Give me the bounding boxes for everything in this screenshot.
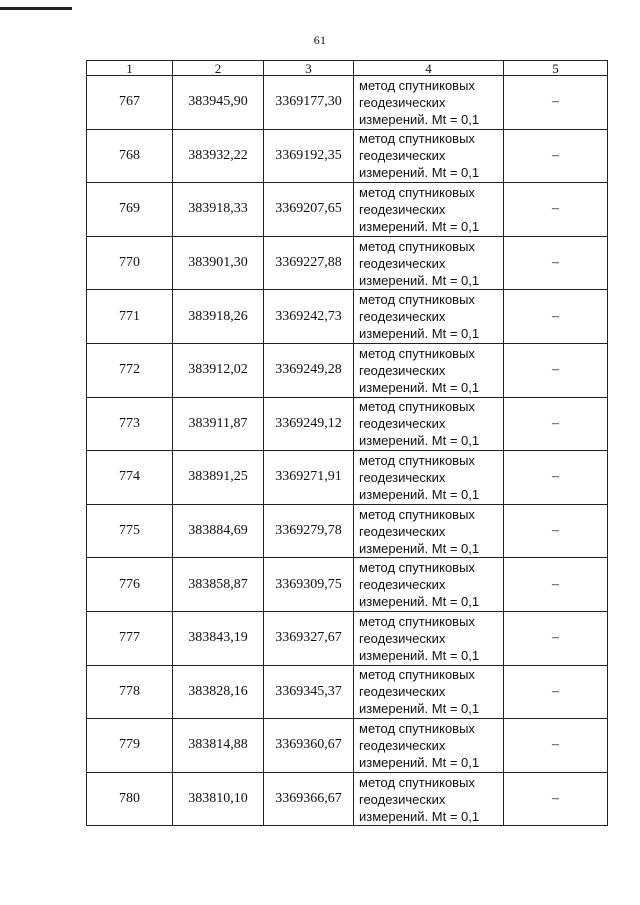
note-cell: –	[504, 611, 608, 665]
method-line: геодезических	[359, 416, 446, 432]
point-number-cell: 769	[87, 183, 173, 237]
method-line: метод спутниковых	[359, 560, 475, 576]
method-line: метод спутниковых	[359, 720, 475, 736]
point-number-cell: 773	[87, 397, 173, 451]
y-coordinate-cell: 3369309,75	[264, 558, 354, 612]
method-line: измерений. Mt = 0,1	[359, 486, 480, 502]
method-line: геодезических	[359, 684, 446, 700]
y-coordinate-cell: 3369279,78	[264, 504, 354, 558]
table-row	[87, 76, 608, 130]
note-cell: –	[504, 504, 608, 558]
method-line: измерений. Mt = 0,1	[359, 165, 480, 181]
x-coordinate-cell: 383912,02	[173, 343, 264, 397]
y-coordinate-cell: 3369249,12	[264, 397, 354, 451]
table-body	[87, 76, 608, 826]
method-line: геодезических	[359, 737, 446, 753]
note-cell: –	[504, 129, 608, 183]
y-coordinate-cell: 3369249,28	[264, 343, 354, 397]
method-line: геодезических	[359, 309, 446, 325]
y-coordinate-cell: 3369242,73	[264, 290, 354, 344]
method-cell	[354, 451, 504, 505]
method-line: измерений. Mt = 0,1	[359, 647, 480, 663]
point-number-cell: 774	[87, 451, 173, 505]
x-coordinate-cell: 383810,10	[173, 772, 264, 826]
column-header: 2	[173, 61, 264, 76]
note-cell: –	[504, 76, 608, 130]
y-coordinate-cell: 3369207,65	[264, 183, 354, 237]
table-row	[87, 183, 608, 237]
x-coordinate-cell: 383891,25	[173, 451, 264, 505]
method-line: измерений. Mt = 0,1	[359, 594, 480, 610]
method-line: измерений. Mt = 0,1	[359, 701, 480, 717]
point-number-cell: 772	[87, 343, 173, 397]
x-coordinate-cell: 383932,22	[173, 129, 264, 183]
point-number-cell: 777	[87, 611, 173, 665]
method-line: измерений. Mt = 0,1	[359, 218, 480, 234]
table-row	[87, 611, 608, 665]
method-cell	[354, 183, 504, 237]
method-line: метод спутниковых	[359, 345, 475, 361]
method-line: метод спутниковых	[359, 613, 475, 629]
table-row	[87, 558, 608, 612]
method-line: измерений. Mt = 0,1	[359, 111, 480, 127]
y-coordinate-cell: 3369360,67	[264, 719, 354, 773]
method-line: метод спутниковых	[359, 238, 475, 254]
page-number: 61	[313, 33, 327, 47]
note-cell: –	[504, 236, 608, 290]
method-line: метод спутниковых	[359, 184, 475, 200]
note-cell: –	[504, 343, 608, 397]
x-coordinate-cell: 383918,33	[173, 183, 264, 237]
table-row	[87, 719, 608, 773]
table-row	[87, 290, 608, 344]
point-number-cell: 771	[87, 290, 173, 344]
table-row	[87, 236, 608, 290]
method-line: измерений. Mt = 0,1	[359, 272, 480, 288]
method-line: геодезических	[359, 201, 446, 217]
point-number-cell: 767	[87, 76, 173, 130]
method-line: метод спутниковых	[359, 399, 475, 415]
table-row	[87, 504, 608, 558]
method-line: измерений. Mt = 0,1	[359, 433, 480, 449]
method-line: метод спутниковых	[359, 506, 475, 522]
method-cell	[354, 236, 504, 290]
method-line: геодезических	[359, 630, 446, 646]
method-cell	[354, 397, 504, 451]
method-line: измерений. Mt = 0,1	[359, 326, 480, 342]
method-line: геодезических	[359, 255, 446, 271]
method-cell	[354, 558, 504, 612]
column-header: 1	[87, 61, 173, 76]
point-number-cell: 779	[87, 719, 173, 773]
x-coordinate-cell: 383814,88	[173, 719, 264, 773]
y-coordinate-cell: 3369345,37	[264, 665, 354, 719]
method-cell	[354, 504, 504, 558]
method-cell	[354, 343, 504, 397]
method-line: измерений. Mt = 0,1	[359, 754, 480, 770]
note-cell: –	[504, 665, 608, 719]
method-cell	[354, 772, 504, 826]
y-coordinate-cell: 3369192,35	[264, 129, 354, 183]
table-row	[87, 129, 608, 183]
coordinates-table	[86, 60, 608, 826]
table-header-row	[87, 61, 608, 76]
method-line: геодезических	[359, 362, 446, 378]
method-line: метод спутниковых	[359, 131, 475, 147]
x-coordinate-cell: 383918,26	[173, 290, 264, 344]
point-number-cell: 778	[87, 665, 173, 719]
table-row	[87, 772, 608, 826]
x-coordinate-cell: 383911,87	[173, 397, 264, 451]
method-line: геодезических	[359, 469, 446, 485]
method-line: измерений. Mt = 0,1	[359, 808, 480, 824]
x-coordinate-cell: 383901,30	[173, 236, 264, 290]
top-rule-line	[0, 7, 72, 10]
x-coordinate-cell: 383828,16	[173, 665, 264, 719]
column-header: 5	[504, 61, 608, 76]
method-cell	[354, 665, 504, 719]
method-line: метод спутниковых	[359, 292, 475, 308]
column-header: 3	[264, 61, 354, 76]
x-coordinate-cell: 383843,19	[173, 611, 264, 665]
table-row	[87, 397, 608, 451]
note-cell: –	[504, 183, 608, 237]
note-cell: –	[504, 719, 608, 773]
y-coordinate-cell: 3369271,91	[264, 451, 354, 505]
table-row	[87, 665, 608, 719]
method-line: геодезических	[359, 523, 446, 539]
x-coordinate-cell: 383884,69	[173, 504, 264, 558]
method-cell	[354, 290, 504, 344]
method-line: измерений. Mt = 0,1	[359, 379, 480, 395]
table-row	[87, 451, 608, 505]
x-coordinate-cell: 383945,90	[173, 76, 264, 130]
point-number-cell: 780	[87, 772, 173, 826]
y-coordinate-cell: 3369227,88	[264, 236, 354, 290]
x-coordinate-cell: 383858,87	[173, 558, 264, 612]
method-line: геодезических	[359, 148, 446, 164]
method-line: геодезических	[359, 791, 446, 807]
point-number-cell: 775	[87, 504, 173, 558]
note-cell: –	[504, 451, 608, 505]
column-header: 4	[354, 61, 504, 76]
point-number-cell: 768	[87, 129, 173, 183]
method-line: метод спутниковых	[359, 452, 475, 468]
point-number-cell: 776	[87, 558, 173, 612]
method-line: геодезических	[359, 94, 446, 110]
method-line: метод спутниковых	[359, 774, 475, 790]
y-coordinate-cell: 3369177,30	[264, 76, 354, 130]
table-row	[87, 343, 608, 397]
point-number-cell: 770	[87, 236, 173, 290]
method-cell	[354, 76, 504, 130]
method-cell	[354, 129, 504, 183]
note-cell: –	[504, 397, 608, 451]
y-coordinate-cell: 3369327,67	[264, 611, 354, 665]
method-cell	[354, 719, 504, 773]
note-cell: –	[504, 772, 608, 826]
note-cell: –	[504, 290, 608, 344]
method-line: измерений. Mt = 0,1	[359, 540, 480, 556]
method-line: метод спутниковых	[359, 77, 475, 93]
y-coordinate-cell: 3369366,67	[264, 772, 354, 826]
method-line: геодезических	[359, 577, 446, 593]
method-cell	[354, 611, 504, 665]
method-line: метод спутниковых	[359, 667, 475, 683]
note-cell: –	[504, 558, 608, 612]
